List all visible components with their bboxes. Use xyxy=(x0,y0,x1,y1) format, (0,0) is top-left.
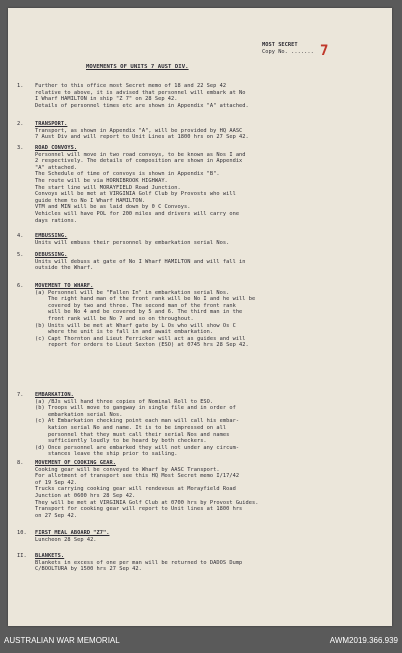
section-number: 7. xyxy=(17,392,24,398)
footer-bar xyxy=(0,630,402,653)
section-number: 4. xyxy=(17,233,24,239)
section-heading: ROAD CONVOYS. xyxy=(35,145,78,151)
section-line: C/BOOLTURA by 1500 hrs 27 Sep 42. xyxy=(35,566,142,573)
section-line: Cooking gear will be conveyed to Wharf by AASC Transport. xyxy=(35,466,220,473)
section-line: (c) Capt Thornton and Lieut Ferricker will act as guides and will xyxy=(35,335,246,342)
section-line: of 19 Sep 42. xyxy=(35,479,78,486)
section-heading: EMBARKATION. xyxy=(35,392,74,398)
section-line: For allotment of transport see this HQ Most Secret memo I/17/42 xyxy=(35,473,240,480)
section-line: (a) /BJs will hand three copies of Nominal Roll to ESO. xyxy=(35,398,214,405)
section-line: sufficiently loudly to be heard by both checkers. xyxy=(35,438,207,445)
section-line: 7 Aust Div and will report to Unit Lines at 1800 hrs on 27 Sep 42. xyxy=(35,134,249,141)
section-line: They will be met at VIRGINIA Golf Club at 0700 hrs by Provost Guides. xyxy=(35,499,259,506)
section-line: Further to this office most Secret memo of 18 and 22 Sep 42 xyxy=(35,83,227,89)
section-line: Convoys will be met at VIRGINIA Golf Club by Provosts who will xyxy=(35,191,236,198)
section-line: days rations. xyxy=(35,217,78,224)
footer-accession-number: AWM2019.366.939 xyxy=(329,636,398,645)
section-line: embarkation serial Nos. xyxy=(35,411,123,418)
section-line: outside the Wharf. xyxy=(35,265,94,272)
document-page xyxy=(8,8,392,626)
section-number: 5. xyxy=(17,252,24,258)
section-heading: EMBUSSING. xyxy=(35,233,68,239)
section-line: Luncheon 28 Sep 42. xyxy=(35,536,97,543)
section-line: Vehicles will have POL for 200 miles and drivers will carry one xyxy=(35,211,240,217)
section-line: guide them to No I Wharf HAMILTON. xyxy=(35,197,146,204)
section-line: (b) Troops will move to gangway in single file and in order of xyxy=(35,405,236,412)
copy-number-handwritten: 7 xyxy=(320,43,329,59)
section-line: The right hand man of the front rank will be No I and he will be xyxy=(35,296,256,303)
section-line: I Wharf HAMILTON in ship "Z 7" on 28 Sep 42. xyxy=(35,96,178,103)
section-number: 10. xyxy=(17,530,27,536)
section-line: The Schedule of time of convoys is shown in Appendix "B". xyxy=(35,171,220,178)
section-line: Transport, as shown in Appendix "A", will be provided by HQ AASC xyxy=(35,127,243,134)
section-number: 3. xyxy=(17,145,24,151)
section-line: where the unit is to fall in and await embarkation. xyxy=(35,329,214,336)
section-heading: BLANKETS. xyxy=(35,553,65,559)
section-number: 8. xyxy=(17,460,24,466)
section-line: front rank will be No 7 and so on throughout. xyxy=(35,316,194,322)
section-line: personnel that they must call their serial Nos and names xyxy=(35,431,230,438)
section-number: II. xyxy=(17,553,27,559)
section-line: 2 respectively. The details of composition are shown in Appendix xyxy=(35,158,243,165)
section-line: Personnel will move in two road convoys, to be known as Nos I and xyxy=(35,151,246,158)
section-line: stances leave the ship prior to sailing. xyxy=(35,451,178,458)
section-line: kation serial No and name. It is to be impressed on all xyxy=(35,425,227,431)
section-line: VTM and MIN will be as laid down by 0 C Convoys. xyxy=(35,204,191,211)
section-heading: DEBUSSING. xyxy=(35,252,68,258)
section-line: Transport for cooking gear will report to Unit lines at 1800 hrs xyxy=(35,506,243,513)
copy-number-label: Copy No. ....... xyxy=(262,49,314,55)
section-number: 2. xyxy=(17,121,24,127)
section-line: Blankets in excess of one per man will be returned to DADOS Dump xyxy=(35,559,243,566)
section-line: Junction at 0600 hrs 28 Sep 42. xyxy=(35,493,136,499)
section-heading: FIRST MEAL ABOARD "Z7". xyxy=(35,530,110,536)
footer-institution: AUSTRALIAN WAR MEMORIAL xyxy=(4,636,120,645)
section-line: on 27 Sep 42. xyxy=(35,512,78,519)
section-number: 1. xyxy=(17,83,24,89)
section-heading: MOVEMENT OF COOKING GEAR. xyxy=(35,460,116,466)
section-number: 6. xyxy=(17,283,24,289)
section-line: Details of personnel times etc are shown in Appendix "A" attached. xyxy=(35,102,249,109)
section-line: (b) Units will be met at Wharf gate by L Os who will show Os C xyxy=(35,322,236,329)
section-line: Trucks carrying cooking gear will rendevous at Morayfield Road xyxy=(35,486,236,493)
section-line: Units will debuss at gate of No I Wharf HAMILTON and will fall in xyxy=(35,258,246,265)
section-line: (c) At Embarkation checking point each man will call his embar- xyxy=(35,418,240,425)
section-line: The route will be via HORNIBROOK HIGHWAY. xyxy=(35,178,168,184)
section-line: report for orders to Lieut Sexton (ESO) at 0745 hrs 28 Sep 42. xyxy=(35,342,249,349)
section-line: (d) Once personnel are embarked they will not under any circum- xyxy=(35,444,240,451)
section-line: will be No 4 and be covered by 5 and 6. The third man in the xyxy=(35,309,243,316)
section-line: "A" attached. xyxy=(35,164,78,171)
section-line: relative to above, it is advised that personnel will embark at No xyxy=(35,89,246,96)
section-line: Units will embuss their personnel by embarkation serial Nos. xyxy=(35,239,230,246)
section-line: covered by two and three. The second man of the front rank xyxy=(35,302,236,309)
section-heading: TRANSPORT. xyxy=(35,121,68,127)
section-line: (a) Personnel will be "Fallen In" in embarkation serial Nos. xyxy=(35,289,230,296)
document-title: MOVEMENTS OF UNITS 7 AUST DIV. xyxy=(86,64,189,70)
section-line: The start line will MORAYFIELD Road Junction. xyxy=(35,184,181,191)
classification-label: MOST SECRET xyxy=(262,42,298,48)
section-heading: MOVEMENT TO WHARF. xyxy=(35,283,94,289)
